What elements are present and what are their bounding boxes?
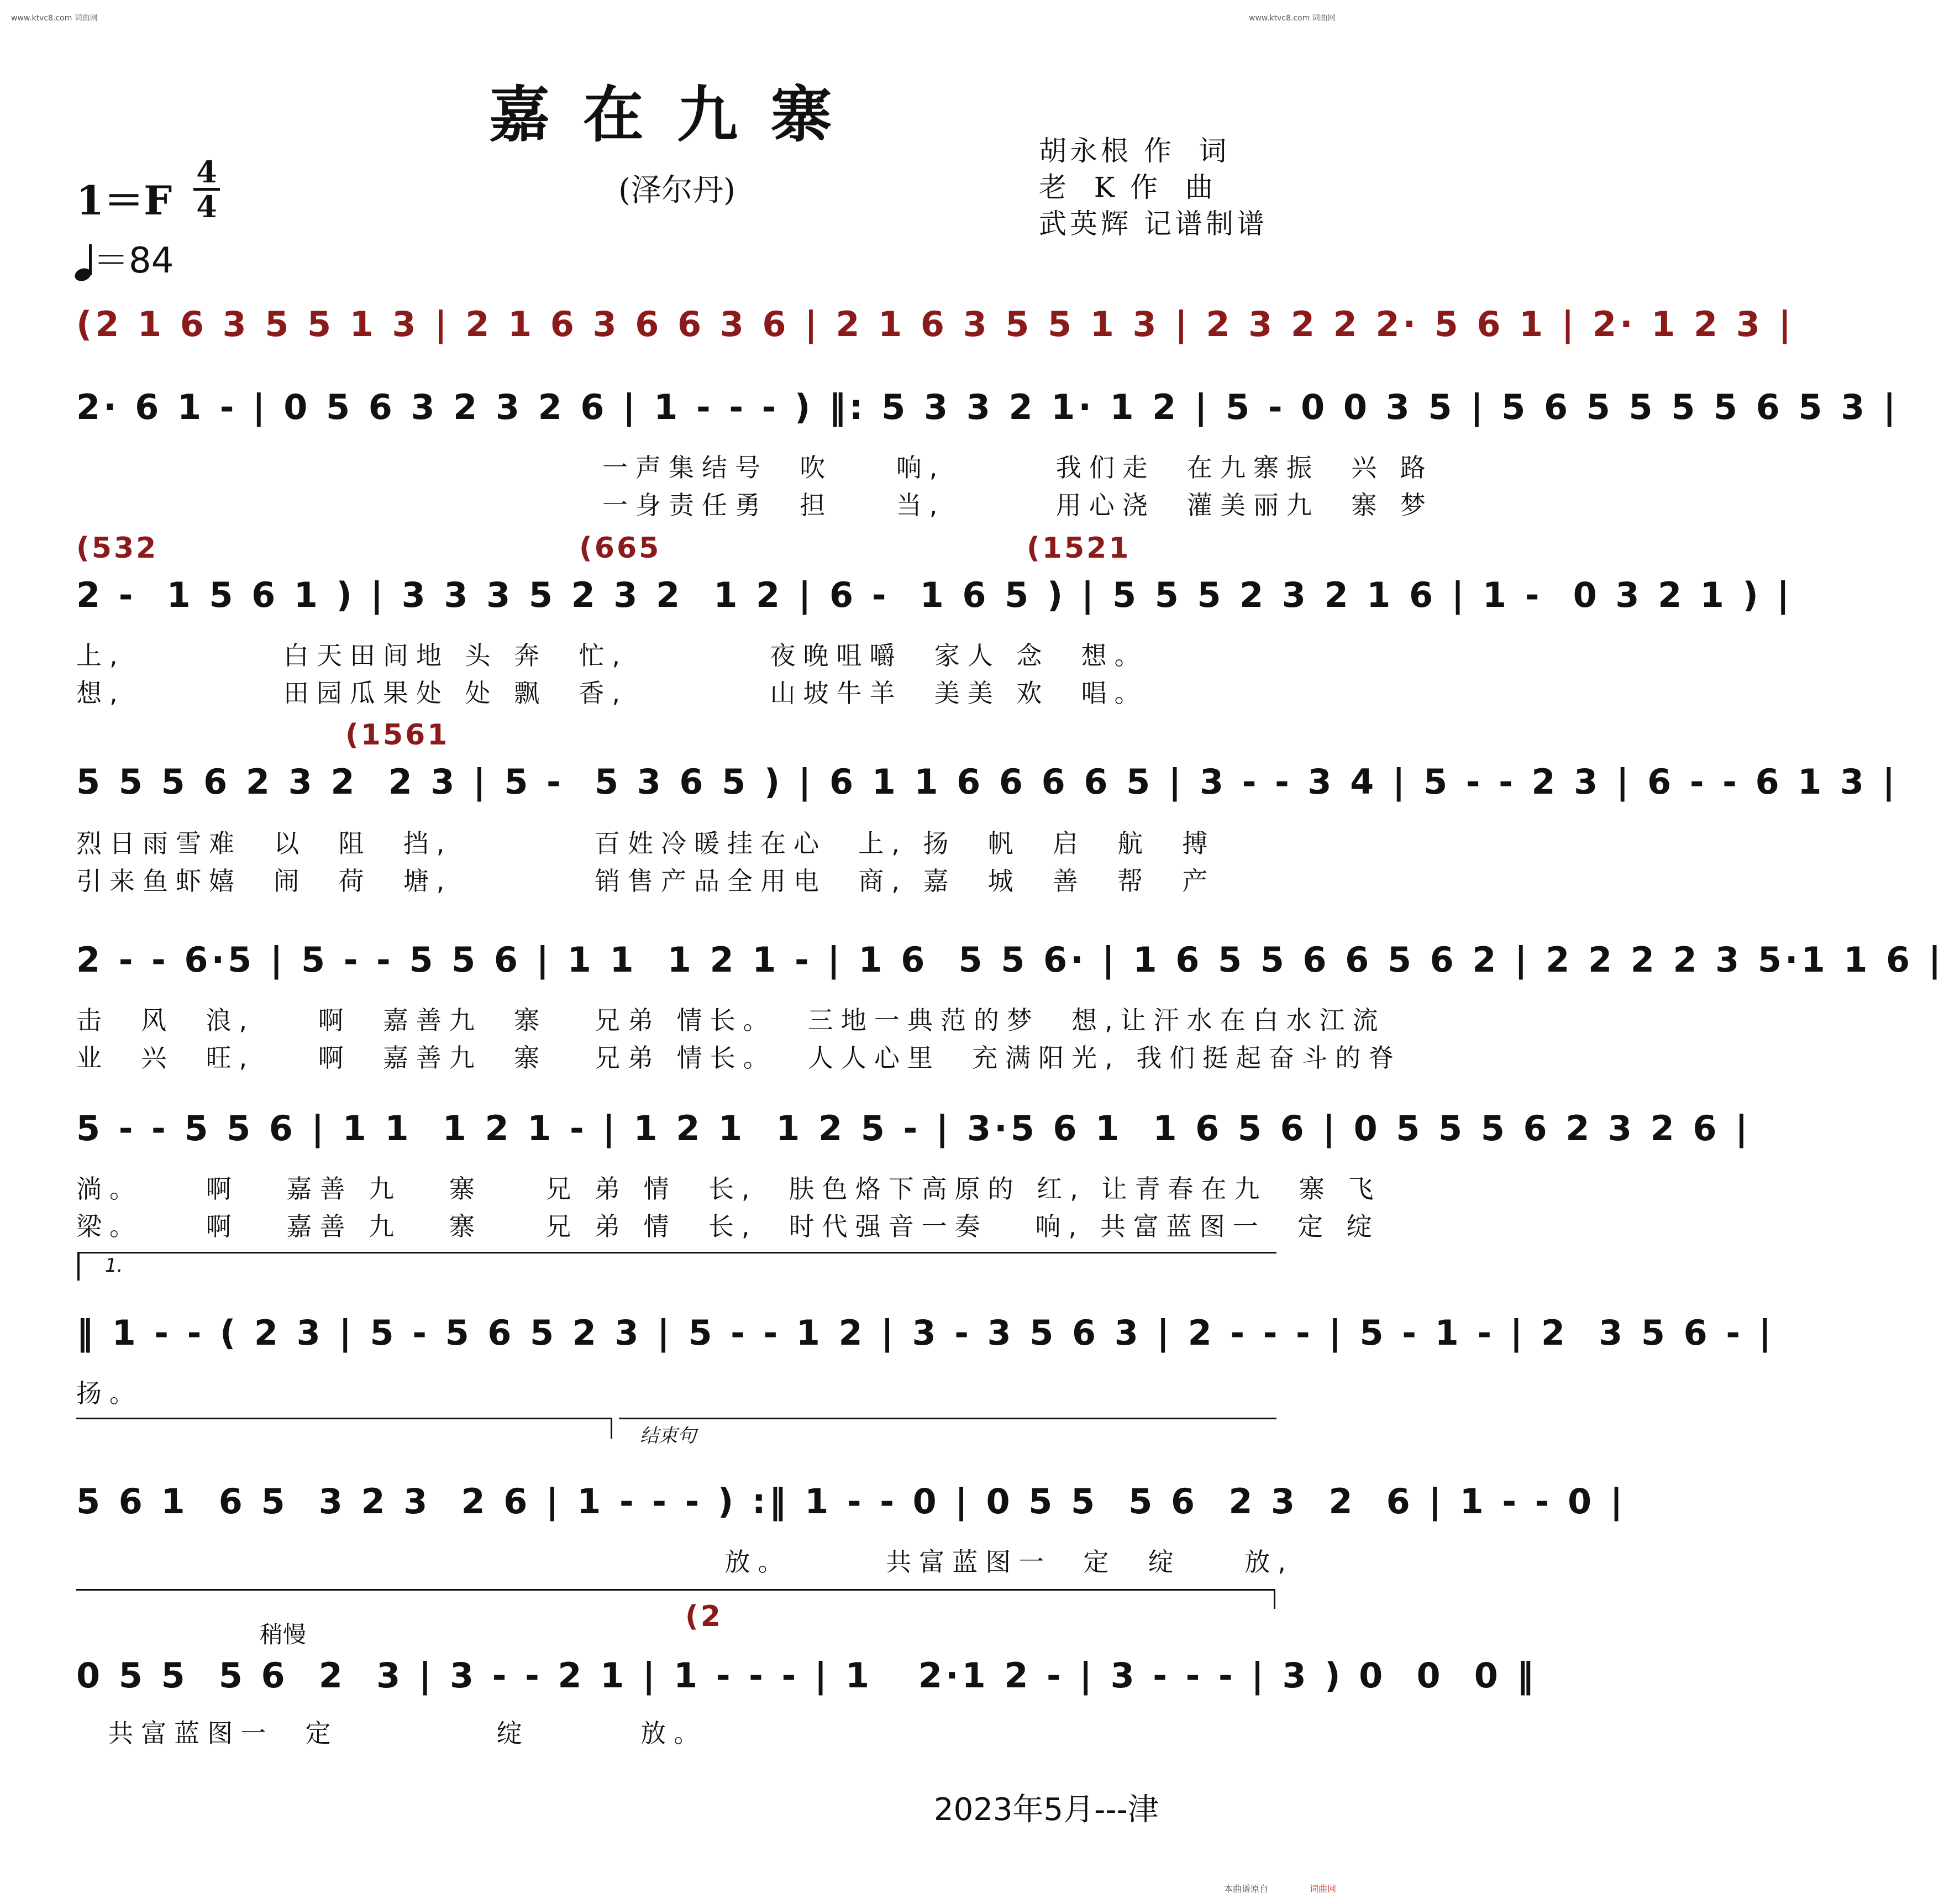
lyrics-row-2-verse-2: 一身责任勇 担 当, 用心浇 灌美丽九 寨 梦 [602,490,1433,520]
intro-fill-5: (2 [685,1600,723,1633]
score-row-1: (2 1 6 3 5 5 1 3 | 2 1 6 3 6 6 3 6 | 2 1 6 3 5 5 1 3 | 2 3 2 2 2· 5 6 1 | 2· 1 2 3 | [76,304,1795,344]
tempo-mark-slower: 稍慢 [260,1621,307,1648]
lyrics-row-5-verse-2: 业 兴 旺, 啊 嘉善九 寨 兄弟 情长。 人人心里 充满阳光, 我们挺起奋斗的脊 [76,1043,1402,1073]
lyrics-row-4-verse-2: 引来鱼虾嬉 闹 荷 塘, 销售产品全用电 商, 嘉 城 善 帮 产 [76,866,1216,896]
coda-rule [76,1589,1275,1591]
score-row-6: 5 - - 5 5 6 | 1 1 1 2 1 - | 1 2 1 1 2 5 - | 3·5 6 1 1 6 5 6 | 0 5 5 5 6 2 3 2 6 | [76,1108,1751,1148]
lyrics-row-8-verse-1: 放。 共富蓝图一 定 绽 放, [76,1547,1294,1577]
credit-transcriber: 武英辉 记谱制谱 [1039,208,1268,240]
lyrics-row-3-verse-1: 上, 白天田间地 头 奔 忙, 夜晚咀嚼 家人 念 想。 [76,641,1148,670]
section-rule-right [619,1418,1276,1419]
time-signature-top: 4 [196,154,217,190]
score-row-8: 5 6 1 6 5 3 2 3 2 6 | 1 - - - ) :‖ 1 - - 0 | 0 5 5 5 6 2 3 2 6 | 1 - - 0 | [76,1481,1626,1522]
intro-fill-4: (1561 [345,718,450,752]
score-row-5: 2 - - 6·5 | 5 - - 5 5 6 | 1 1 1 2 1 - | 1 6 5 5 6· | 1 6 5 5 6 6 5 6 2 | 2 2 2 2 3 5·1 1 6 | [76,940,1944,980]
lyrics-row-2-verse-1: 一声集结号 吹 响, 我们走 在九寨振 兴 路 [602,453,1433,482]
score-row-3: 2 - 1 5 6 1 ) | 3 3 3 5 2 3 2 1 2 | 6 - 1 6 5 ) | 5 5 5 2 3 2 1 6 | 1 - 0 3 2 1 ) | [76,575,1793,615]
footer-site: 词曲网 [1310,1884,1337,1894]
lyrics-row-6-verse-1: 淌。 啊 嘉善 九 寨 兄 弟 情 长, 肤色烙下高原的 红, 让青春在九 寨 飞 [76,1174,1381,1204]
lyrics-row-6-verse-2: 梁。 啊 嘉善 九 寨 兄 弟 情 长, 时代强音一奏 响, 共富蓝图一 定 绽 [76,1211,1380,1241]
credit-lyricist: 胡永根 作 词 [1039,135,1230,167]
credit-composer: 老 K 作 曲 [1039,171,1216,203]
tempo-marking [75,232,174,283]
lyrics-row-4-verse-1: 烈日雨雪难 以 阻 挡, 百姓冷暖挂在心 上, 扬 帆 启 航 搏 [76,828,1216,858]
score-row-7: ‖ 1 - - ( 2 3 | 5 - 5 6 5 2 3 | 5 - - 1 2 | 3 - 3 5 6 3 | 2 - - - | 5 - 1 - | 2 3 5 6 - | [76,1313,1775,1353]
lyrics-row-9-verse-1: 共富蓝图一 定 绽 放。 [76,1718,707,1748]
intro-fill-2: (665 [579,532,661,565]
watermark-left: www.ktvc8.com 词曲网 [11,14,98,23]
coda-rule-tick [1274,1589,1275,1609]
page-title: 嘉在九寨 [489,79,865,150]
time-signature [193,156,220,223]
score-row-2: 2· 6 1 - | 0 5 6 3 2 3 2 6 | 1 - - - ) ‖: 5 3 3 2 1· 1 2 | 5 - 0 0 3 5 | 5 6 5 5 5 5 6 5 3 | [76,387,1899,427]
ending-label: 结束句 [640,1425,696,1447]
volta-label: 1. [105,1255,123,1277]
quarter-note-icon [75,248,93,283]
score-row-4: 5 5 5 6 2 3 2 2 3 | 5 - 5 3 6 5 ) | 6 1 1 6 6 6 6 5 | 3 - - 3 4 | 5 - - 2 3 | 6 - - 6 1 3 | [76,762,1899,802]
section-rule-left [76,1418,612,1419]
time-signature-bottom: 4 [196,189,217,224]
lyrics-row-7-verse-1: 扬。 [76,1378,143,1408]
tempo-value: ＝84 [93,240,174,281]
page-subtitle: (泽尔丹) [618,172,735,208]
key-signature: 1＝F [76,177,172,224]
credits [1039,133,1268,242]
lyrics-row-3-verse-2: 想, 田园瓜果处 处 飘 香, 山坡牛羊 美美 欢 唱。 [76,678,1148,708]
date-signature: 2023年5月---津 [934,1792,1159,1828]
volta-bracket-top [77,1252,1276,1253]
footer-source: 本曲谱原自 [1224,1884,1269,1894]
section-rule-tick [611,1418,612,1439]
volta-bracket-left [77,1252,80,1281]
score-row-9: 0 5 5 5 6 2 3 | 3 - - 2 1 | 1 - - - | 1 2·1 2 - | 3 - - - | 3 ) 0 0 0 ‖ [76,1655,1537,1696]
intro-fill-1: (532 [76,532,159,565]
lyrics-row-5-verse-1: 击 风 浪, 啊 嘉善九 寨 兄弟 情长。 三地一典范的梦 想,让汗水在白水江流 [76,1005,1386,1035]
intro-fill-3: (1521 [1027,532,1131,565]
watermark-right: www.ktvc8.com 词曲网 [1249,14,1336,23]
